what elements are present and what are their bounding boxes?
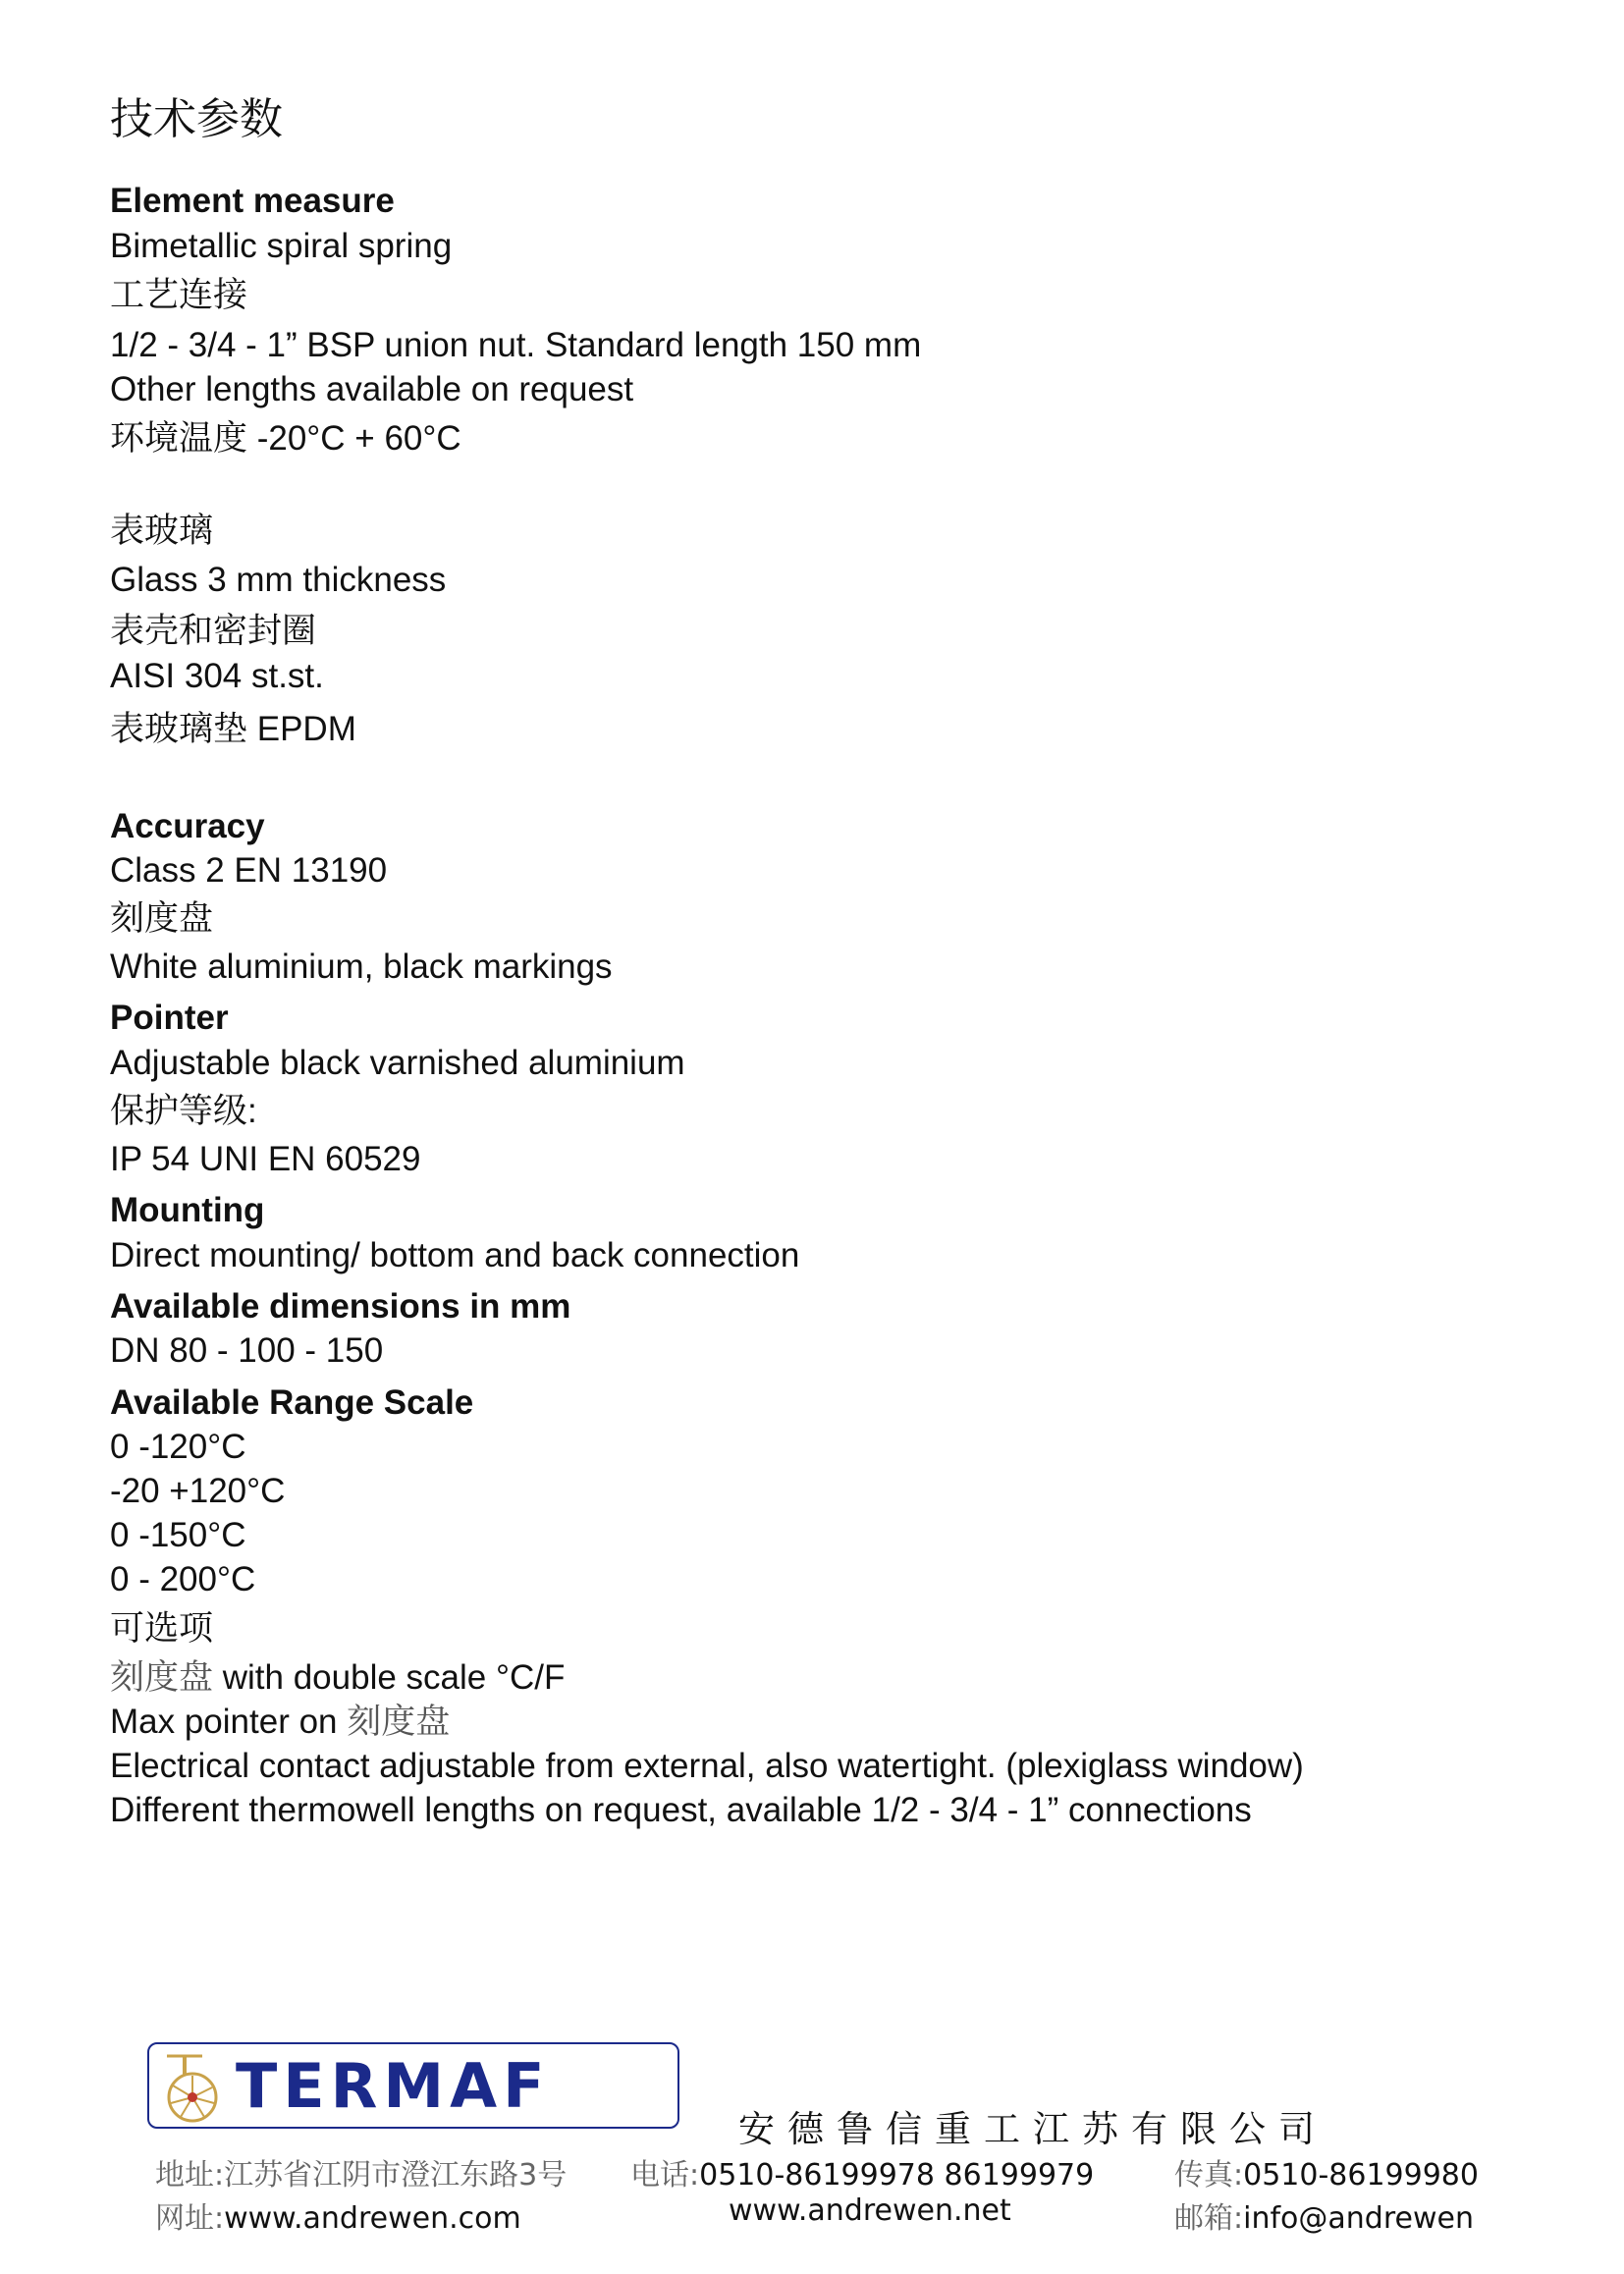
element-measure-label: Element measure xyxy=(110,182,395,220)
website xyxy=(155,2193,521,2237)
phone-value: 0510-86199978 86199979 xyxy=(699,2158,1095,2193)
email-label: 邮箱: xyxy=(1174,2201,1244,2236)
option-text: with double scale °C/F xyxy=(213,1658,566,1697)
website-secondary xyxy=(729,2193,1011,2228)
pointer-label: Pointer xyxy=(110,999,229,1037)
option-dial-term: 刻度盘 xyxy=(347,1703,451,1741)
protection-value: IP 54 UNI EN 60529 xyxy=(110,1140,421,1178)
range-item: 0 -150°C xyxy=(110,1516,246,1554)
option-item: Electrical contact adjustable from external, also watertight. (plexiglass window) xyxy=(110,1747,1304,1785)
fax-label: 传真: xyxy=(1174,2158,1244,2193)
protection-label: 保护等级: xyxy=(110,1092,257,1130)
dial-label: 刻度盘 xyxy=(110,899,214,938)
email xyxy=(1174,2193,1474,2237)
option-item xyxy=(110,1704,450,1742)
range-item: -20 +120°C xyxy=(110,1472,286,1510)
options-label: 可选项 xyxy=(110,1609,214,1648)
address-value: 江苏省江阴市澄江东路3号 xyxy=(224,2158,568,2193)
process-connection-value: 1/2 - 3/4 - 1” BSP union nut. Standard length 150 mm xyxy=(110,326,922,364)
fax xyxy=(1174,2150,1479,2193)
option-item xyxy=(110,1659,565,1698)
page-title: 技术参数 xyxy=(110,95,283,143)
fax-value: 0510-86199980 xyxy=(1243,2158,1479,2193)
option-text: Max pointer on xyxy=(110,1703,348,1741)
company-logo xyxy=(147,2042,679,2129)
web2-link[interactable]: www.andrewen.net xyxy=(729,2193,1011,2228)
address xyxy=(155,2150,567,2193)
mounting-value: Direct mounting/ bottom and back connection xyxy=(110,1236,800,1274)
logo-wordmark: TERMAF xyxy=(236,2050,551,2122)
glass-gasket: 表玻璃垫 EPDM xyxy=(110,710,356,748)
option-dial-term: 刻度盘 xyxy=(110,1658,214,1697)
range-item: 0 - 200°C xyxy=(110,1560,256,1598)
address-label: 地址: xyxy=(155,2158,225,2193)
range-item: 0 -120°C xyxy=(110,1428,246,1466)
email-link[interactable]: info@andrewen xyxy=(1243,2201,1474,2236)
process-connection-label: 工艺连接 xyxy=(110,276,248,314)
case-value: AISI 304 st.st. xyxy=(110,657,324,695)
web-link[interactable]: www.andrewen.com xyxy=(224,2201,521,2236)
dimensions-value: DN 80 - 100 - 150 xyxy=(110,1331,384,1370)
ambient-temperature: 环境温度 -20°C + 60°C xyxy=(110,419,461,458)
company-name: 安德鲁信重工江苏有限公司 xyxy=(738,2108,1327,2150)
range-label: Available Range Scale xyxy=(110,1383,474,1422)
process-connection-note: Other lengths available on request xyxy=(110,370,634,408)
case-label: 表壳和密封圈 xyxy=(110,612,317,650)
dimensions-label: Available dimensions in mm xyxy=(110,1287,571,1326)
phone-label: 电话: xyxy=(630,2158,700,2193)
glass-value: Glass 3 mm thickness xyxy=(110,561,447,599)
pointer-value: Adjustable black varnished aluminium xyxy=(110,1044,685,1082)
dial-value: White aluminium, black markings xyxy=(110,948,613,986)
accuracy-value: Class 2 EN 13190 xyxy=(110,851,388,890)
phone xyxy=(630,2150,1094,2193)
option-item: Different thermowell lengths on request, available 1/2 - 3/4 - 1” connections xyxy=(110,1791,1252,1829)
thermometer-dial-logo-icon xyxy=(157,2048,228,2125)
web-label: 网址: xyxy=(155,2201,225,2236)
accuracy-label: Accuracy xyxy=(110,807,265,845)
glass-label: 表玻璃 xyxy=(110,512,214,550)
mounting-label: Mounting xyxy=(110,1191,265,1229)
element-measure-value: Bimetallic spiral spring xyxy=(110,227,453,265)
